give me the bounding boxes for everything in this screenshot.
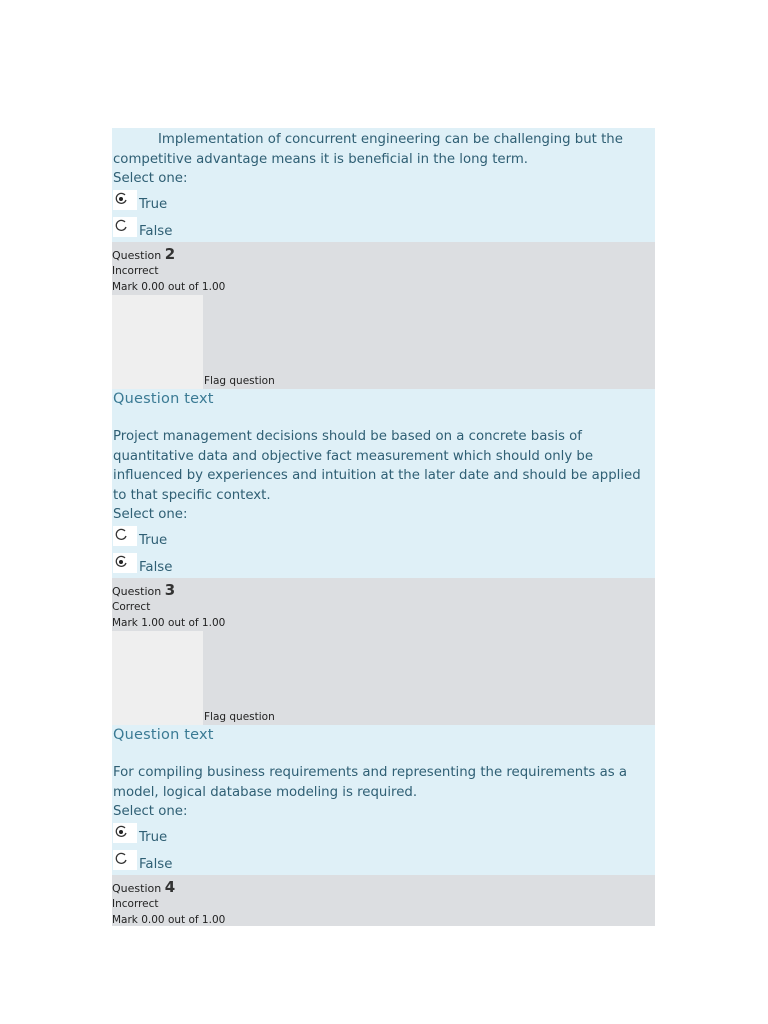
- question-number-value: 4: [164, 878, 176, 896]
- question-text-heading: Question text: [113, 727, 214, 743]
- question-grade: Mark 0.00 out of 1.00: [112, 281, 226, 293]
- option-false[interactable]: [113, 216, 655, 243]
- question-1-content: [112, 128, 655, 242]
- quiz-review: [112, 128, 655, 926]
- question-state: Incorrect: [112, 265, 159, 277]
- question-state: Incorrect: [112, 898, 159, 910]
- question-3-content: [112, 725, 655, 875]
- radio-unchecked-icon[interactable]: [113, 850, 137, 870]
- question-2-text: Project management decisions should be based on a concrete basis of quantitative data and objective fact measurement which should only be influenced by experiences and intuition at the later date and should be applied to that specific context.: [113, 429, 641, 503]
- radio-checked-icon[interactable]: [113, 190, 137, 210]
- option-label: True: [139, 829, 168, 845]
- radio-checked-icon[interactable]: [113, 553, 137, 573]
- question-2-info: [112, 242, 655, 389]
- radio-unchecked-icon[interactable]: [113, 217, 137, 237]
- radio-checked-icon[interactable]: [113, 823, 137, 843]
- option-true[interactable]: [113, 822, 655, 849]
- flag-question-label[interactable]: Flag question: [204, 375, 275, 387]
- question-number: Question 4: [112, 878, 176, 896]
- question-3-text: For compiling business requirements and representing the requirements as a model, logical database modeling is required.: [113, 765, 628, 800]
- question-3-info: [112, 578, 655, 725]
- option-true[interactable]: [113, 525, 655, 552]
- option-false[interactable]: [113, 552, 655, 579]
- question-number-value: 2: [164, 245, 176, 263]
- option-label: True: [139, 196, 168, 212]
- radio-unchecked-icon[interactable]: [113, 526, 137, 546]
- flag-question-button[interactable]: [112, 295, 203, 389]
- select-one-label: Select one:: [113, 804, 188, 820]
- option-true[interactable]: [113, 189, 655, 216]
- option-label: False: [139, 559, 173, 575]
- question-grade: Mark 0.00 out of 1.00: [112, 914, 226, 926]
- question-grade: Mark 1.00 out of 1.00: [112, 617, 226, 629]
- question-2-content: [112, 389, 655, 578]
- question-state: Correct: [112, 601, 151, 613]
- option-label: True: [139, 532, 168, 548]
- select-one-label: Select one:: [113, 171, 188, 187]
- question-number: Question 2: [112, 245, 176, 263]
- option-false[interactable]: [113, 849, 655, 876]
- select-one-label: Select one:: [113, 507, 188, 523]
- flag-question-label[interactable]: Flag question: [204, 711, 275, 723]
- option-label: False: [139, 223, 173, 239]
- question-4-info: [112, 875, 655, 926]
- question-text-heading: Question text: [113, 391, 214, 407]
- flag-question-button[interactable]: [112, 631, 203, 725]
- question-number-value: 3: [164, 581, 176, 599]
- question-1-text: Implementation of concurrent engineering can be challenging but the competitive advantage means it is beneficial in the long term.: [113, 132, 623, 167]
- question-number: Question 3: [112, 581, 176, 599]
- option-label: False: [139, 856, 173, 872]
